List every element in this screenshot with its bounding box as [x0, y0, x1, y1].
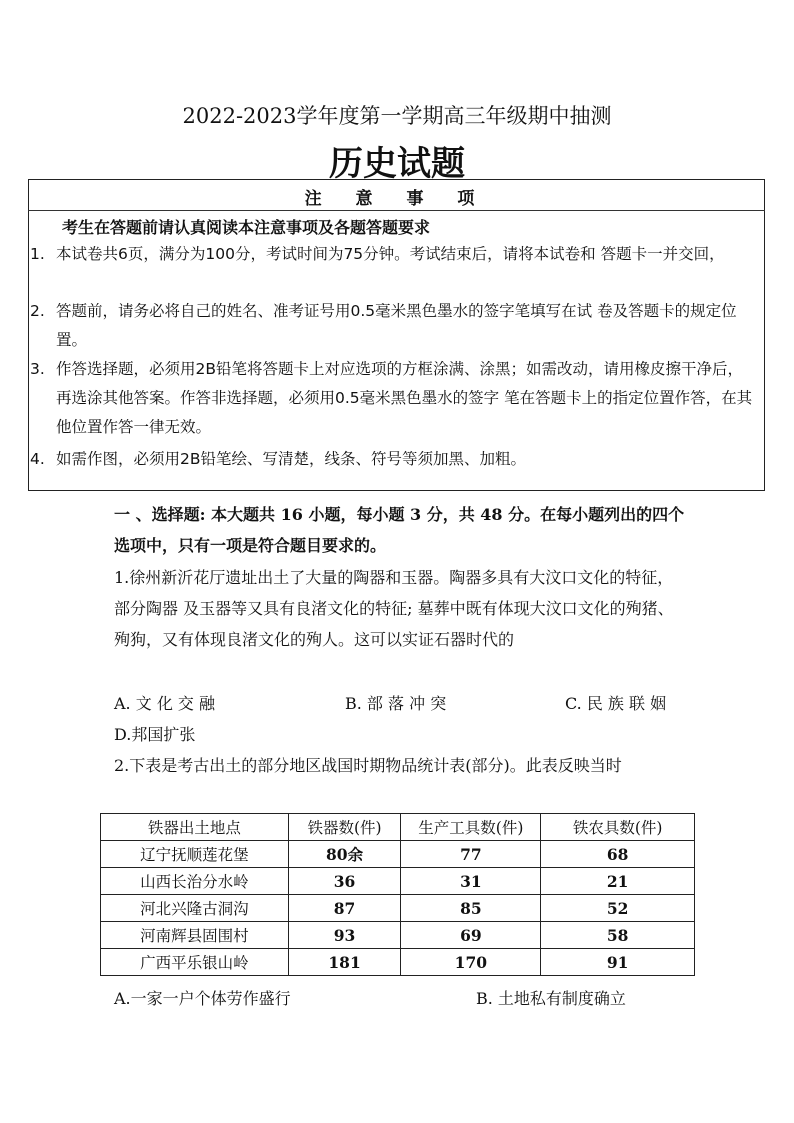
- option-b: B. 土地私有制度确立: [476, 989, 626, 1008]
- subject-title: 历史试题: [329, 144, 465, 184]
- iron-count-cell: 87: [288, 895, 401, 922]
- option-a: A. 文 化 交 融: [114, 694, 215, 713]
- question-2-stem: 2.下表是考古出土的部分地区战国时期物品统计表(部分)。此表反映当时: [114, 756, 622, 775]
- table-row: [101, 868, 695, 895]
- artifact-table: [100, 813, 695, 976]
- tool-count-cell: 77: [401, 841, 541, 868]
- iron-count-cell: 93: [288, 922, 401, 949]
- tool-count-cell: 170: [401, 949, 541, 976]
- notice-item: [30, 445, 758, 474]
- tool-count-cell: 31: [401, 868, 541, 895]
- question-2-options: [114, 983, 694, 1014]
- table-row: [101, 895, 695, 922]
- notice-divider: [28, 210, 765, 211]
- farm-tool-count-cell: 68: [541, 841, 695, 868]
- notice-item-text: 作答选择题，必须用2B铅笔将答题卡上对应选项的方框涂满、涂黑；如需改动，请用橡皮擦干净后，再选涂其他答案。作答非选择题，必须用0.5毫米黑色墨水的签字 笔在答题卡上的指定位置作答，在其他位置作答一律无效。: [56, 360, 753, 436]
- question-1-options: [114, 688, 686, 719]
- section-heading: 一 、选择题: 本大题共 16 小题，每小题 3 分，共 48 分。在每小题列出的四个选项中，只有一项是符合题目要求的。: [114, 505, 685, 555]
- option-d: D.邦国扩张: [114, 725, 196, 744]
- notice-item: [30, 297, 758, 355]
- notice-title: 注 意 事 项: [304, 189, 489, 209]
- header-iron-count: 铁器数(件): [288, 814, 401, 841]
- notice-item: [30, 240, 758, 269]
- farm-tool-count-cell: 21: [541, 868, 695, 895]
- location-cell: 河北兴隆古洞沟: [101, 895, 289, 922]
- notice-item-number: 4.: [30, 450, 45, 468]
- notice-item-text: 答题前，请务必将自己的姓名、准考证号用0.5毫米黑色墨水的签字笔填写在试 卷及答题卡的规定位置。: [56, 302, 737, 349]
- tool-count-cell: 85: [401, 895, 541, 922]
- exam-title: 2022-2023学年度第一学期高三年级期中抽测: [182, 104, 612, 128]
- farm-tool-count-cell: 58: [541, 922, 695, 949]
- table-header-row: [101, 814, 695, 841]
- question-1-stem: 1.徐州新沂花厅遗址出土了大量的陶器和玉器。陶器多具有大汶口文化的特征，部分陶器 及玉器等又具有良渚文化的特征; 墓葬中既有体现大汶口文化的殉猪、殉狗，又有体现良渚文化的殉人。这可以实证石器时代的: [114, 568, 674, 649]
- notice-item-text: 本试卷共6页，满分为100分，考试时间为75分钟。考试结束后，请将本试卷和 答题卡一并交回，: [56, 245, 725, 263]
- table-row: [101, 922, 695, 949]
- option-b: B. 部 落 冲 突: [345, 694, 447, 713]
- location-cell: 河南辉县固围村: [101, 922, 289, 949]
- header-tool-count: 生产工具数(件): [401, 814, 541, 841]
- notice-item-number: 2.: [30, 302, 45, 320]
- table-row: [101, 949, 695, 976]
- iron-count-cell: 181: [288, 949, 401, 976]
- location-cell: 广西平乐银山岭: [101, 949, 289, 976]
- farm-tool-count-cell: 52: [541, 895, 695, 922]
- notice-item-text: 如需作图，必须用2B铅笔绘、写清楚，线条、符号等须加黑、加粗。: [56, 450, 526, 468]
- iron-count-cell: 36: [288, 868, 401, 895]
- location-cell: 山西长治分水岭: [101, 868, 289, 895]
- tool-count-cell: 69: [401, 922, 541, 949]
- header-location: 铁器出土地点: [101, 814, 289, 841]
- iron-count-cell: 80余: [288, 841, 401, 868]
- location-cell: 辽宁抚顺莲花堡: [101, 841, 289, 868]
- notice-item: [30, 355, 758, 442]
- notice-intro: 考生在答题前请认真阅读本注意事项及各题答题要求: [62, 218, 431, 237]
- notice-item-number: 1.: [30, 245, 45, 263]
- option-c: C. 民 族 联 姻: [565, 694, 667, 713]
- farm-tool-count-cell: 91: [541, 949, 695, 976]
- table-row: [101, 841, 695, 868]
- notice-item-number: 3.: [30, 360, 45, 378]
- header-farm-tool-count: 铁农具数(件): [541, 814, 695, 841]
- option-a: A.一家一户个体劳作盛行: [114, 989, 291, 1008]
